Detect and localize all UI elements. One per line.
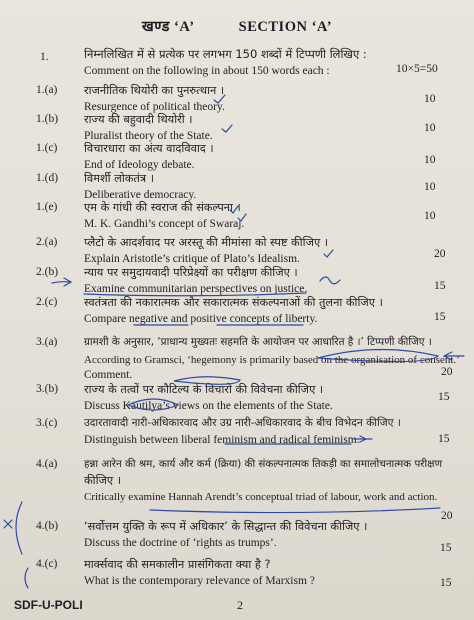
page-number: 2 bbox=[237, 598, 243, 612]
question-text-hindi: एम के गांधी की स्वराज की संकल्पना । bbox=[84, 201, 241, 214]
question-text-english: What is the contemporary relevance of Marxism ? bbox=[84, 575, 315, 587]
question-text-hindi: राजनीतिक थियोरी का पुनरुत्थान । bbox=[84, 84, 225, 97]
question-text-english: M. K. Gandhi’s concept of Swaraj. bbox=[84, 218, 245, 230]
question-number: 4.(c) bbox=[36, 558, 58, 570]
question-marks: 15 bbox=[438, 391, 450, 403]
question-number: 3.(b) bbox=[36, 383, 59, 395]
question-text-english: Explain Aristotle’s critique of Plato’s Idealism. bbox=[84, 253, 300, 265]
section-heading-hindi: खण्ड ‘A’ bbox=[141, 19, 195, 35]
question-number: 3.(c) bbox=[36, 417, 58, 429]
question-text-english: According to Gramsci, ‘hegemony is primarily based on the organisation of consent.’ bbox=[84, 354, 460, 366]
question-text-hindi: ग्रामशी के अनुसार, ‘प्राधान्य मुख्यतः सहमति के आयोजन पर आधारित है ।’ टिप्पणी कीजिए । bbox=[84, 336, 432, 348]
question-text-hindi-continued: कीजिए । bbox=[84, 474, 122, 487]
arrow bbox=[52, 278, 71, 286]
question-text-hindi: विचारधारा का अंत्य वादविवाद । bbox=[84, 142, 214, 155]
bracket-mark bbox=[16, 502, 22, 554]
question-text-hindi: ‘सर्वोत्तम युक्ति के रूप में अधिकार’ के सिद्धान्त की विवेचना कीजिए । bbox=[84, 520, 368, 533]
question-text-hindi: विमर्शी लोकतंत्र । bbox=[84, 172, 154, 185]
question-text-english: Deliberative democracy. bbox=[84, 189, 197, 201]
question-text-hindi: स्वतंत्रता की नकारात्मक और सकारात्मक संकल्पनाओं की तुलना कीजिए । bbox=[84, 296, 383, 309]
question-number: 2.(c) bbox=[36, 296, 58, 308]
question-text-english: Pluralist theory of the State. bbox=[84, 130, 213, 142]
question-number: 4.(b) bbox=[36, 520, 59, 532]
question-marks: 15 bbox=[434, 280, 446, 292]
question-text-hindi: हन्ना आरेन की श्रम, कार्य और कर्म (क्रिया) की संकल्पनात्मक तिकड़ी का समालोचनात्मक परीक्षण bbox=[84, 458, 443, 470]
cross-mark bbox=[4, 520, 12, 528]
question-marks: 10 bbox=[424, 210, 436, 222]
question-1-instruction-english: Comment on the following in about 150 words each : bbox=[84, 65, 330, 77]
question-marks: 15 bbox=[434, 311, 446, 323]
question-number: 3.(a) bbox=[36, 336, 58, 348]
question-text-english: Discuss the doctrine of ‘rights as trumps’. bbox=[84, 537, 277, 549]
section-heading bbox=[0, 16, 474, 36]
question-text-english: Compare negative and positive concepts of liberty. bbox=[84, 313, 318, 325]
question-text-english: Examine communitarian perspectives on justice. bbox=[84, 283, 308, 295]
question-marks: 20 bbox=[441, 510, 453, 522]
section-heading-english: SECTION ‘A’ bbox=[238, 19, 333, 35]
arrow-mark bbox=[320, 277, 340, 284]
question-text-english-continued: Comment. bbox=[84, 369, 133, 381]
question-1-total-marks: 10×5=50 bbox=[396, 63, 438, 75]
paper-code: SDF-U-POLI bbox=[14, 598, 83, 612]
question-text-english: Resurgence of political theory. bbox=[84, 101, 225, 113]
question-marks: 20 bbox=[434, 248, 446, 260]
question-marks: 15 bbox=[440, 577, 452, 589]
question-text-english: Distinguish between liberal feminism and radical feminism. bbox=[84, 434, 360, 446]
question-number: 1.(b) bbox=[36, 113, 59, 125]
question-number: 1.(c) bbox=[36, 142, 58, 154]
question-number: 1.(e) bbox=[36, 201, 58, 213]
question-marks: 10 bbox=[424, 181, 436, 193]
question-number: 1.(a) bbox=[36, 84, 58, 96]
question-text-hindi: मार्क्सवाद की समकालीन प्रासंगिकता क्या है ? bbox=[84, 558, 271, 571]
question-text-hindi: राज्य की बहुवादी थियोरी । bbox=[84, 113, 193, 126]
question-number: 2.(a) bbox=[36, 236, 58, 248]
tick-mark bbox=[222, 125, 232, 132]
question-marks: 15 bbox=[438, 433, 450, 445]
question-1-number: 1. bbox=[40, 51, 49, 63]
question-text-english: Discuss Kautilya’s views on the elements of the State. bbox=[84, 400, 333, 412]
question-number: 2.(b) bbox=[36, 266, 59, 278]
question-text-hindi: प्लैटो के आदर्शवाद पर अरस्तू की मीमांसा को स्पष्ट कीजिए । bbox=[84, 236, 329, 249]
question-marks: 20 bbox=[441, 366, 453, 378]
question-text-hindi: न्याय पर समुदायवादी परिप्रेक्ष्यों का परीक्षण कीजिए । bbox=[84, 266, 298, 279]
question-1-instruction-hindi: निम्नलिखित में से प्रत्येक पर लगभग 150 शब्दों में टिप्पणी लिखिए : bbox=[84, 47, 367, 61]
question-text-hindi: राज्य के तत्वों पर कौटिल्य के विचारों की विवेचना कीजिए । bbox=[84, 383, 324, 396]
underline bbox=[150, 508, 440, 513]
question-number: 1.(d) bbox=[36, 172, 59, 184]
question-marks: 15 bbox=[440, 542, 452, 554]
question-marks: 10 bbox=[424, 122, 436, 134]
tick-mark bbox=[324, 250, 333, 257]
question-marks: 10 bbox=[424, 93, 436, 105]
question-number: 4.(a) bbox=[36, 458, 58, 470]
question-text-english: End of Ideology debate. bbox=[84, 159, 195, 171]
question-marks: 10 bbox=[424, 154, 436, 166]
question-text-english: Critically examine Hannah Arendt’s conceptual triad of labour, work and action. bbox=[84, 491, 438, 503]
question-text-hindi: उदारतावादी नारी-अधिकारवाद और उग्र नारी-अधिकारवाद के बीच विभेदन कीजिए । bbox=[84, 417, 401, 429]
bracket-mark bbox=[25, 568, 28, 588]
